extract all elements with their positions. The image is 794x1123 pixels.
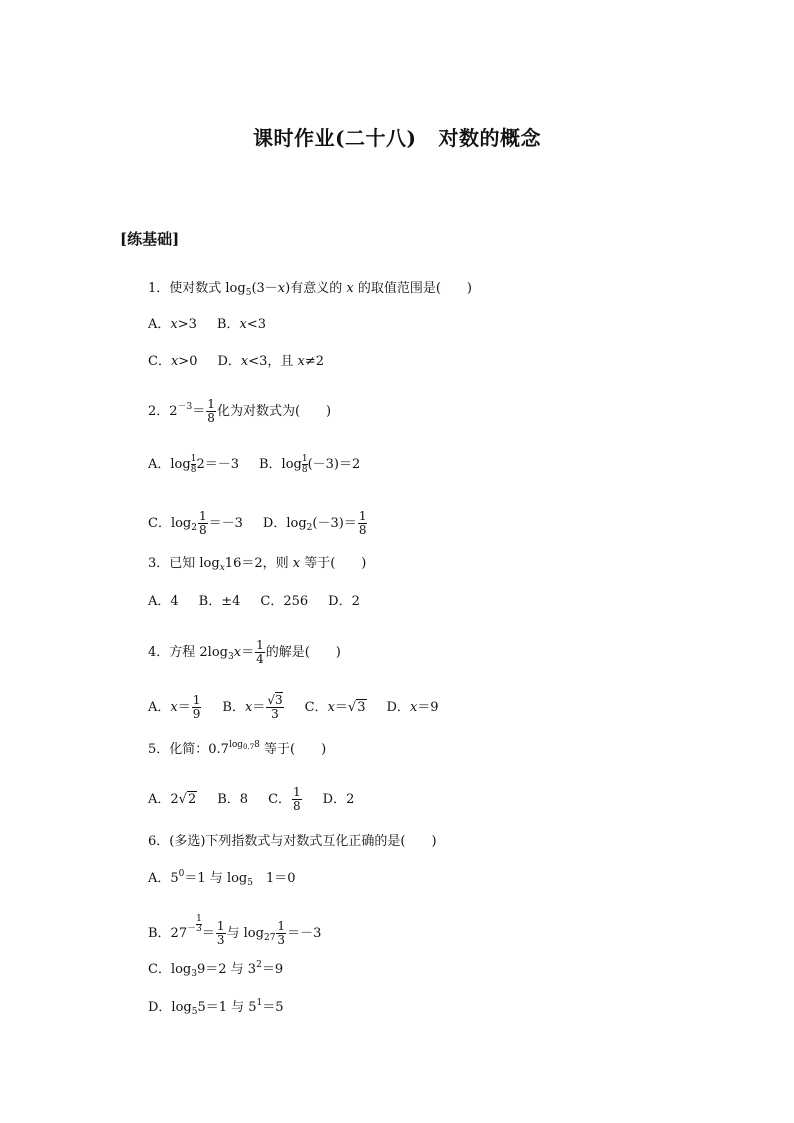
question-3-stem: 3．已知 $\log_x16=2$，则 x 等于( ) <box>148 556 367 573</box>
question-6-stem: 6．(多选)下列指数式与对数式互化正确的是( ) <box>148 834 437 849</box>
option-d: D．x＝9 <box>386 700 439 715</box>
option-c: C．$\log_2$ $\frac{1}{8}$ ＝－3 <box>148 509 243 537</box>
option-b: B．x＝ $\frac{√3}{3}$ <box>222 693 283 721</box>
question-1-options-cd <box>148 352 344 372</box>
option-d: D．x<3，且 x≠2 <box>217 354 325 369</box>
question-2-options-ab <box>148 454 380 475</box>
question-4-stem: 4．方程 $2\log_3x=$ $\frac{1}{4}$ 的解是( ) <box>148 638 341 666</box>
question-6-option-c: C．$\log_39=2$ 与 $3^2=9$ <box>148 960 284 979</box>
option-c: C．x>0 <box>148 354 198 369</box>
option-c: C． $\frac{1}{8}$ <box>268 785 301 813</box>
option-a: A．x＝ $\frac{1}{9}$ <box>148 693 201 721</box>
question-4-options <box>148 694 459 721</box>
question-1-stem: 1．使对数式 $\log_5(3-x)$有意义的 x 的取值范围是( ) <box>148 281 472 298</box>
page-title <box>0 122 794 151</box>
option-b: B．±4 <box>198 594 241 609</box>
option-a: A．2√2 <box>148 792 197 807</box>
question-2-options-cd <box>148 510 388 537</box>
option-d: D．$\log_2(-3)=$ $\frac{1}{8}$ <box>262 509 367 537</box>
option-a: A．4 <box>148 594 179 609</box>
question-5-stem: 5．化简：$0.7^{log_{0.7}8}$ 等于( ) <box>148 740 327 757</box>
question-2-stem: 2．$2^{-3}=$ $\frac{1}{8}$ 化为对数式为( ) <box>148 397 332 425</box>
option-a: A．log $\frac{1}{8}$ 2＝－3 <box>148 454 239 475</box>
question-5-options <box>148 786 374 813</box>
title-part-2: 对数的概念 <box>438 126 541 150</box>
question-1-options-ab <box>148 315 286 335</box>
option-b: B．x<3 <box>216 317 266 332</box>
option-b: B．8 <box>217 792 249 807</box>
option-d: D．2 <box>322 792 355 807</box>
section-heading: [练基础] <box>120 230 180 248</box>
question-6-option-d: D．$\log_55=1$ 与 $5^1=5$ <box>148 998 284 1017</box>
question-3-options <box>148 592 380 612</box>
option-b: B．log $\frac{1}{8}$ (－3)＝2 <box>258 454 361 475</box>
question-6-option-a: A．$5^0=1$ 与 $\log_5$ 1＝0 <box>148 869 296 888</box>
option-c: C．x＝√3 <box>304 700 366 715</box>
option-d: D．2 <box>328 594 360 609</box>
title-part-1: 课时作业(二十八) <box>253 126 417 150</box>
question-6-option-b: B．27－ $\frac{1}{3}$ ＝ $\frac{1}{3}$ 与 $\log_{27}$ $\frac{1}{3}$ ＝－3 <box>148 914 322 947</box>
option-c: C．256 <box>260 594 309 609</box>
option-a: A．x>3 <box>148 317 197 332</box>
